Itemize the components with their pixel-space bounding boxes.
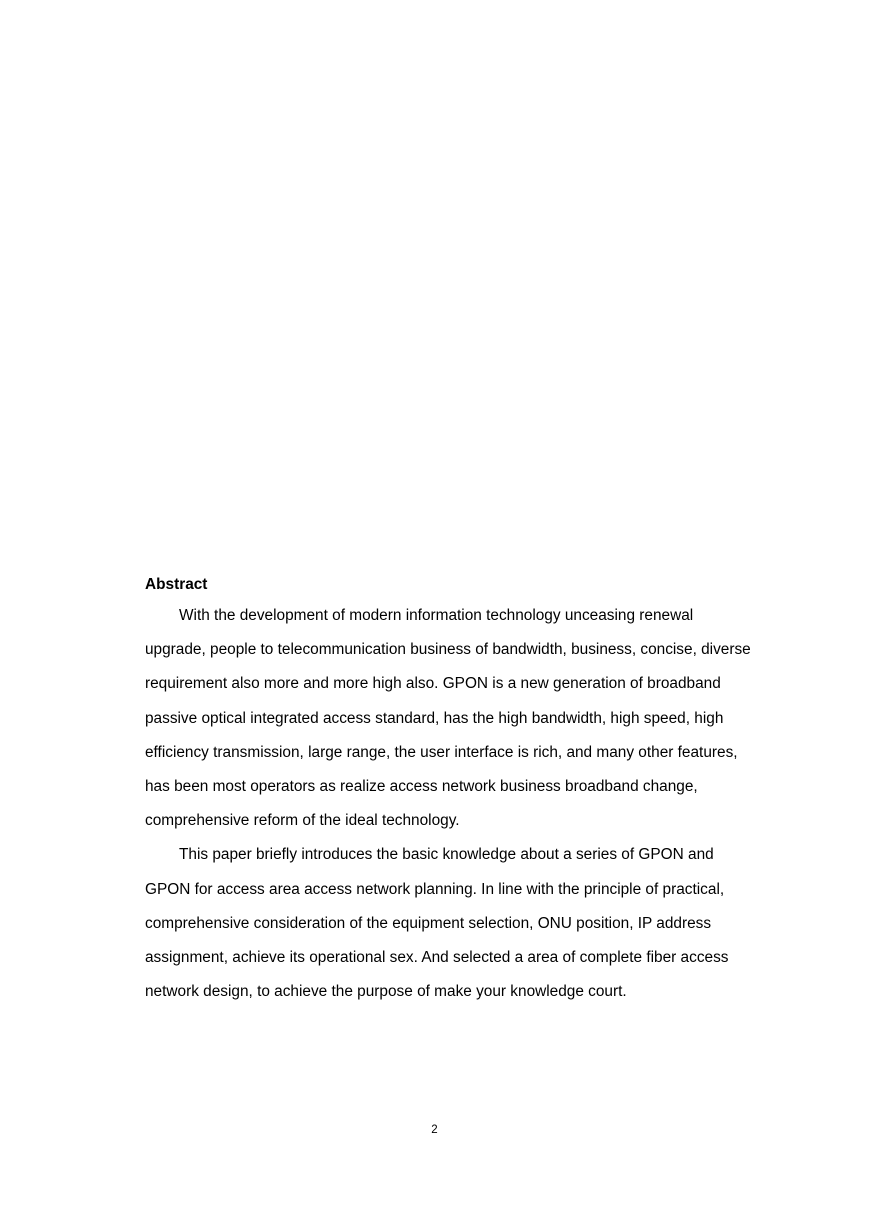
abstract-section [145, 570, 751, 1009]
abstract-heading: Abstract [145, 576, 208, 593]
abstract-paragraph: With the development of modern information technology unceasing renewal upgrade, people to telecommunication business of bandwidth, business, concise, diverse requirement also more and more high also. GPON is a new generation of broadband passive optical integrated access standard, has the high bandwidth, high speed, high efficiency transmission, large range, the user interface is rich, and many other features, has been most operators as realize access network business broadband change, comprehensive reform of the ideal technology. [145, 607, 751, 830]
page-number: 2 [431, 1124, 438, 1136]
abstract-paragraph: This paper briefly introduces the basic knowledge about a series of GPON and GPON for access area access network planning. In line with the principle of practical, comprehensive consideration of the equipment selection, ONU position, IP address assignment, achieve its operational sex. And selected a area of complete fiber access network design, to achieve the purpose of make your knowledge court. [145, 846, 729, 1001]
